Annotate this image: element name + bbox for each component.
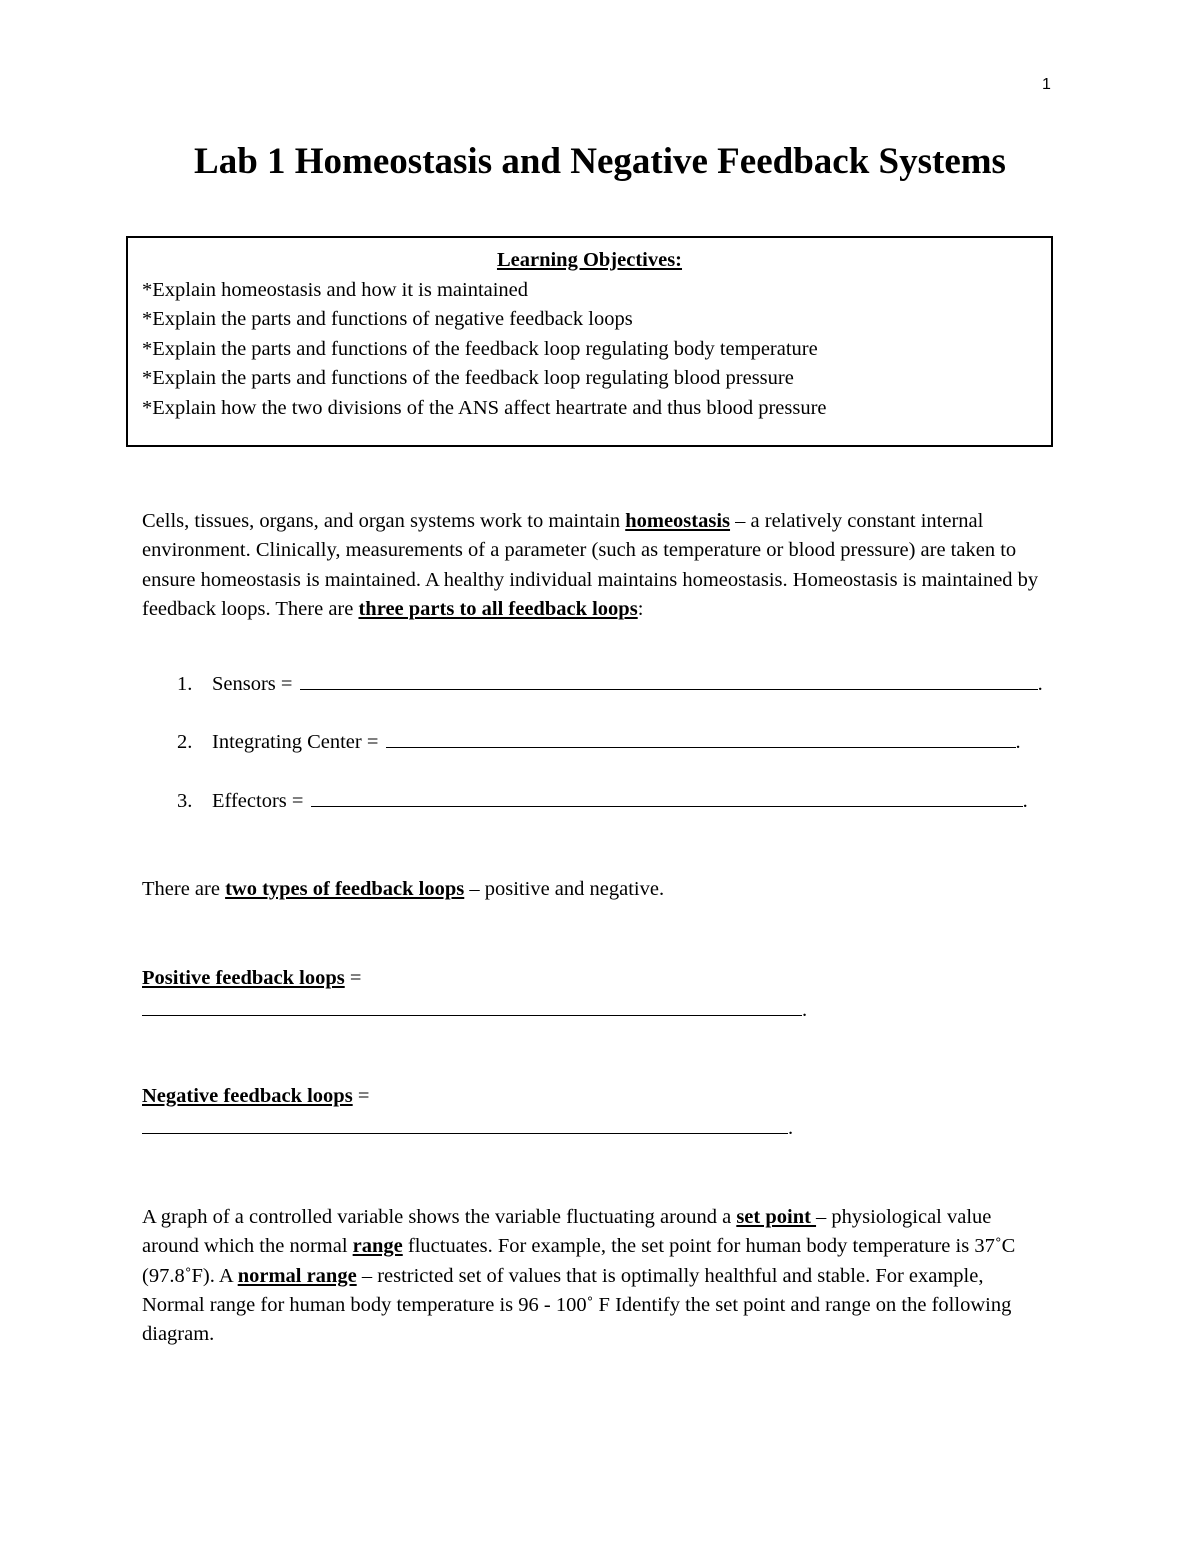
list-item-integrating-center [177, 729, 1021, 754]
fill-in-blank[interactable] [142, 1115, 788, 1134]
blank-end: . [788, 1117, 794, 1139]
setpoint-text-4: – restricted set of values that is optimally healthful and stable. For example, Normal range for human body temperature is 96 - 100˚ F Identify the set point and range on the following diagram. [142, 1264, 1012, 1346]
positive-feedback-blank [142, 997, 807, 1022]
term-two-types: two types of feedback loops [225, 878, 465, 900]
setpoint-text-1: A graph of a controlled variable shows the variable fluctuating around a [142, 1206, 737, 1228]
list-item-effectors [177, 788, 1028, 813]
equals-sign: = [344, 967, 362, 989]
term-negative-feedback: Negative feedback loops [142, 1085, 353, 1107]
objective-item: *Explain the parts and functions of the feedback loop regulating body temperature [142, 337, 818, 360]
fill-in-blank[interactable] [386, 729, 1016, 748]
blank-end: . [802, 999, 808, 1021]
term-three-parts: three parts to all feedback loops [358, 597, 638, 620]
term-set-point: set point [736, 1206, 817, 1228]
setpoint-text-2: – physiological value around which the normal [142, 1206, 992, 1258]
list-label: Effectors = [212, 790, 309, 812]
intro-paragraph [142, 507, 1042, 624]
objective-item: *Explain the parts and functions of negative feedback loops [142, 308, 633, 330]
setpoint-paragraph [142, 1203, 1042, 1349]
page-number: 1 [1042, 76, 1051, 93]
negative-feedback-label [142, 1085, 369, 1108]
learning-objectives-box [126, 236, 1053, 447]
list-end: . [1037, 673, 1043, 695]
objective-item: *Explain how the two divisions of the ANS affect heartrate and thus blood pressure [142, 396, 827, 419]
list-number: 1. [177, 673, 193, 695]
setpoint-text-3: fluctuates. For example, the set point for human body temperature is 37˚C (97.8˚F). A [142, 1235, 1016, 1287]
intro-text-2: – a relatively constant internal environment. Clinically, measurements of a parameter (such as temperature or blood pressure) are taken to ensure homeostasis is maintained. A healthy individual maintains homeostasis. Homeostasis is maintained by feedback loops. There are [142, 510, 1039, 620]
term-positive-feedback: Positive feedback loops [142, 967, 345, 989]
intro-text-3: : [637, 597, 644, 620]
list-label: Sensors = [212, 673, 298, 695]
intro-text-1: Cells, tissues, organs, and organ systems work to maintain [142, 510, 626, 532]
types-paragraph [142, 875, 1042, 904]
list-label: Integrating Center = [212, 731, 384, 753]
list-end: . [1015, 731, 1021, 753]
fill-in-blank[interactable] [300, 671, 1038, 690]
list-end: . [1022, 790, 1028, 812]
list-number: 3. [177, 790, 193, 812]
list-number: 2. [177, 731, 193, 753]
term-range: range [352, 1235, 403, 1258]
page-title: Lab 1 Homeostasis and Negative Feedback Systems [194, 141, 1006, 182]
list-item-sensors [177, 671, 1043, 696]
fill-in-blank[interactable] [311, 788, 1023, 807]
term-homeostasis: homeostasis [625, 510, 731, 532]
fill-in-blank[interactable] [142, 997, 802, 1016]
objective-item: *Explain homeostasis and how it is maintained [142, 278, 529, 301]
negative-feedback-blank [142, 1115, 793, 1140]
types-text-1: There are [142, 878, 226, 900]
objectives-heading: Learning Objectives: [496, 249, 683, 271]
objective-item: *Explain the parts and functions of the feedback loop regulating blood pressure [142, 367, 794, 389]
equals-sign: = [352, 1085, 370, 1107]
types-text-2: – positive and negative. [464, 878, 665, 900]
positive-feedback-label [142, 967, 361, 990]
term-normal-range: normal range [237, 1264, 357, 1287]
